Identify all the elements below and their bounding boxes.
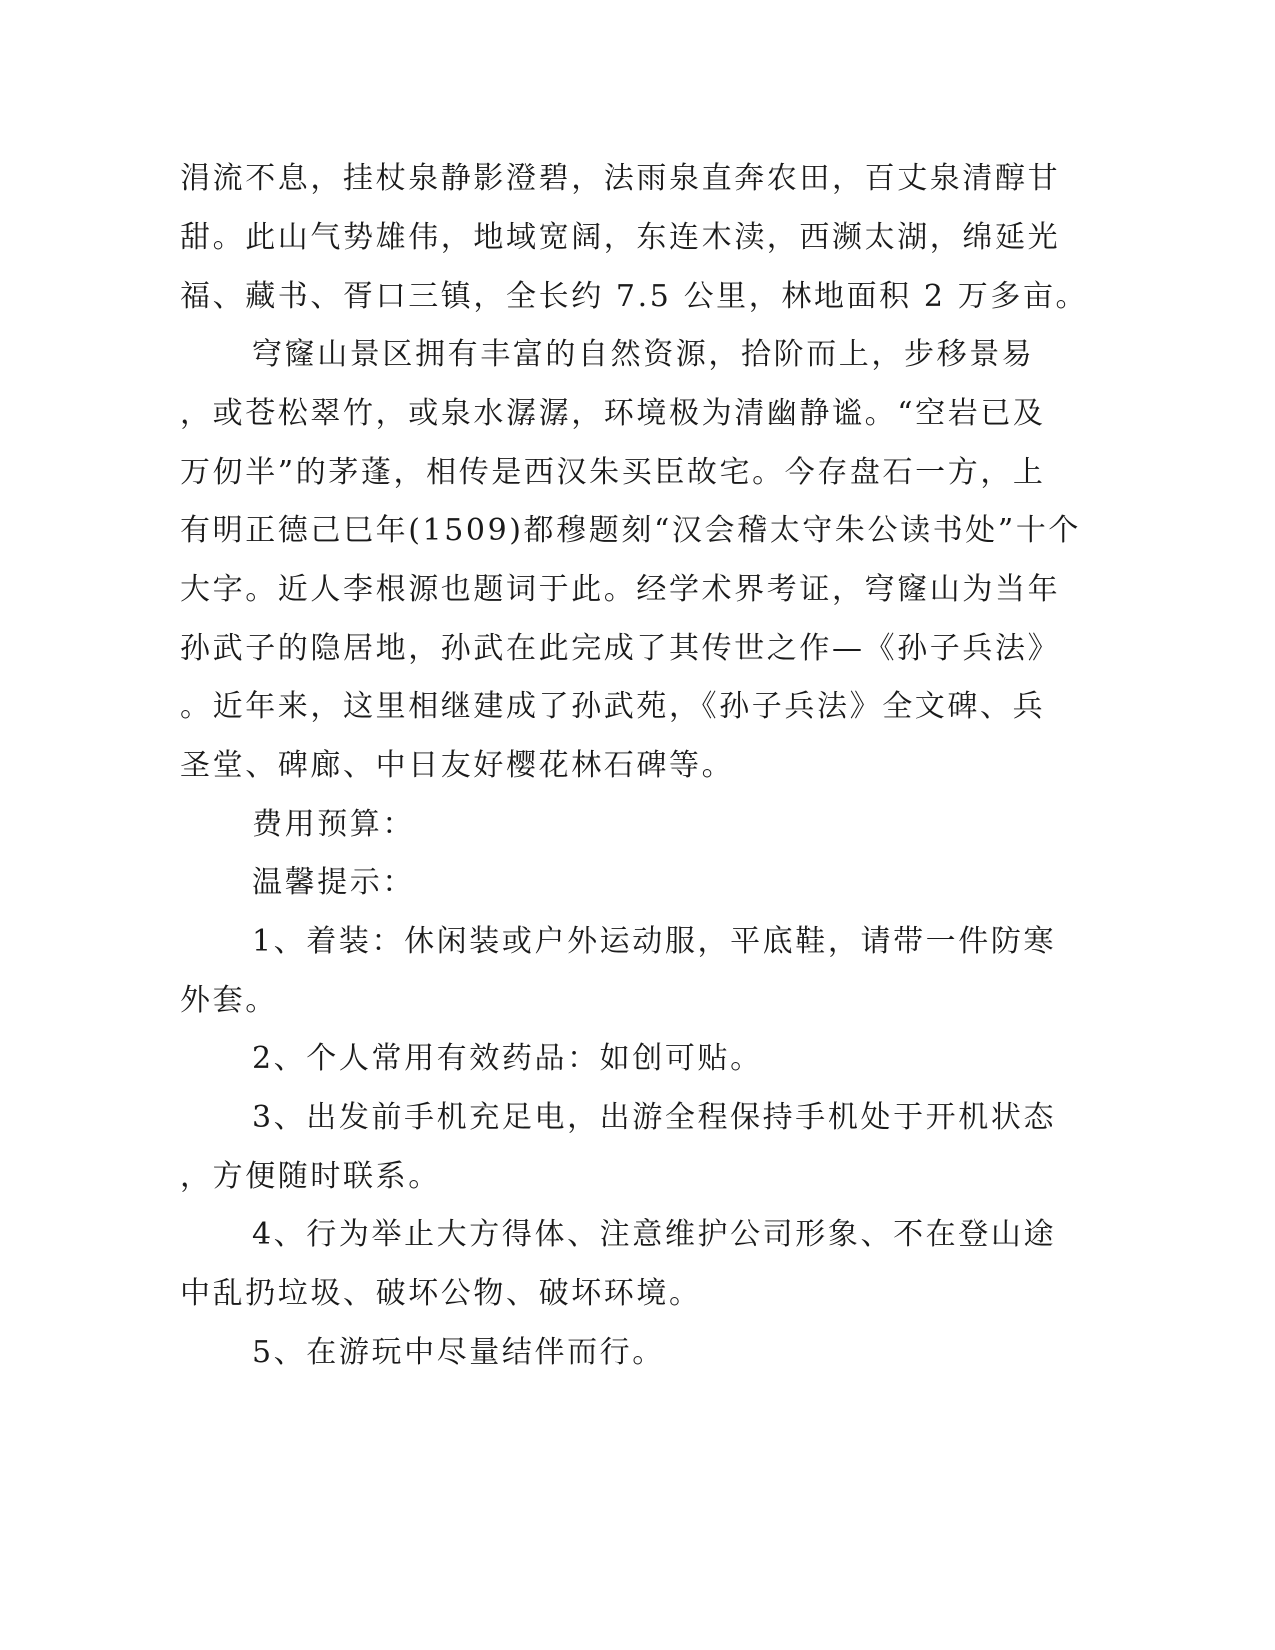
text-line: 甜。此山气势雄伟，地域宽阔，东连木渎，西濒太湖，绵延光 <box>180 220 1061 255</box>
tip-item-5: 5、在游玩中尽量结伴而行。 <box>252 1335 665 1370</box>
text-line: 孙武子的隐居地，孙武在此完成了其传世之作—《孙子兵法》 <box>180 631 1061 666</box>
tip-item-1-continued: 外套。 <box>180 983 278 1018</box>
text-line: 涓流不息，挂杖泉静影澄碧，法雨泉直奔农田，百丈泉清醇甘 <box>180 161 1061 196</box>
text-line: ，或苍松翠竹，或泉水潺潺，环境极为清幽静谧。“空岩已及 <box>180 396 1046 431</box>
tip-item-4-continued: 中乱扔垃圾、破坏公物、破坏环境。 <box>180 1276 702 1311</box>
tips-heading: 温馨提示： <box>252 865 415 900</box>
tip-item-4: 4、行为举止大方得体、注意维护公司形象、不在登山途 <box>252 1217 1057 1252</box>
text-line: 圣堂、碑廊、中日友好樱花林石碑等。 <box>180 748 735 783</box>
budget-heading: 费用预算： <box>252 807 415 842</box>
tip-item-1: 1、着装：休闲装或户外运动服，平底鞋，请带一件防寒 <box>252 924 1057 959</box>
text-line: 福、藏书、胥口三镇，全长约 7.5 公里，林地面积 2 万多亩。 <box>180 279 1089 314</box>
tip-item-3: 3、出发前手机充足电，出游全程保持手机处于开机状态 <box>252 1100 1057 1135</box>
text-line: 万仞半”的茅蓬，相传是西汉朱买臣故宅。今存盘石一方，上 <box>180 455 1046 490</box>
text-line: 。近年来，这里相继建成了孙武苑，《孙子兵法》全文碑、兵 <box>180 689 1046 724</box>
paragraph-first-line: 穹窿山景区拥有丰富的自然资源，拾阶而上，步移景易 <box>252 337 1035 372</box>
text-line: 有明正德己巳年(1509)都穆题刻“汉会稽太守朱公读书处”十个 <box>180 513 1082 548</box>
tip-item-2: 2、个人常用有效药品：如创可贴。 <box>252 1041 763 1076</box>
text-line: 大字。近人李根源也题词于此。经学术界考证，穹窿山为当年 <box>180 572 1061 607</box>
tip-item-3-continued: ，方便随时联系。 <box>180 1159 441 1194</box>
